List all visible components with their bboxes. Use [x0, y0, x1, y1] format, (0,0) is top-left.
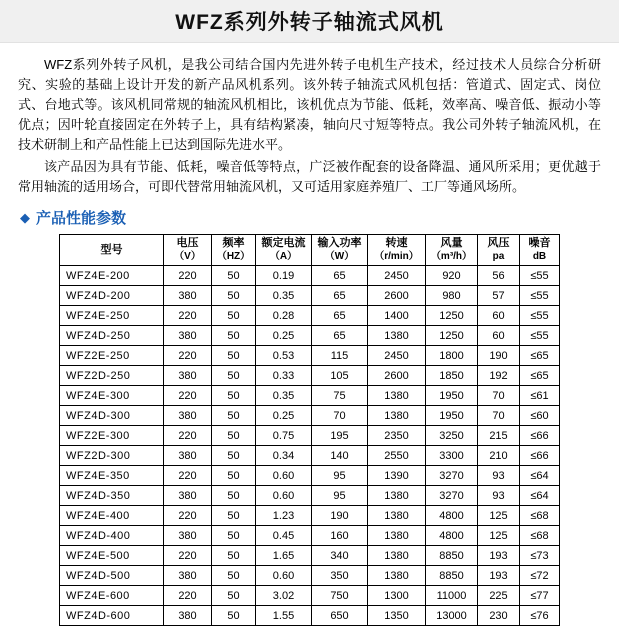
cell-value: 3270 — [426, 466, 478, 486]
page-title-bar — [0, 0, 619, 43]
table-row — [60, 486, 560, 506]
cell-value: 65 — [312, 326, 368, 346]
table-row — [60, 366, 560, 386]
column-header-label: 额定电流 — [261, 237, 306, 249]
cell-value: ≤55 — [520, 286, 560, 306]
table-row — [60, 286, 560, 306]
cell-value: 0.33 — [256, 366, 312, 386]
cell-value: 380 — [164, 606, 212, 626]
table-row — [60, 606, 560, 626]
cell-value: 3300 — [426, 446, 478, 466]
cell-value: 750 — [312, 586, 368, 606]
cell-value: 115 — [312, 346, 368, 366]
table-row — [60, 446, 560, 466]
spec-table — [59, 234, 560, 626]
cell-value: 350 — [312, 566, 368, 586]
table-header-row — [60, 235, 560, 266]
cell-value: ≤60 — [520, 406, 560, 426]
cell-value: 2450 — [368, 266, 426, 286]
cell-value: 190 — [312, 506, 368, 526]
cell-value: 65 — [312, 286, 368, 306]
cell-value: 0.34 — [256, 446, 312, 466]
table-row — [60, 586, 560, 606]
section-header — [20, 207, 601, 228]
intro-paragraph-2: 该产品因为具有节能、低耗，噪音低等特点，广泛被作配套的设备降温、通风所采用；更优越于常用轴流的适用场合，可即代替常用轴流风机，又可适用家庭养殖厂、工厂等通风场所。 — [18, 159, 601, 194]
table-row — [60, 566, 560, 586]
cell-value: 2450 — [368, 346, 426, 366]
cell-value: 380 — [164, 366, 212, 386]
cell-value: ≤76 — [520, 606, 560, 626]
cell-value: 1380 — [368, 506, 426, 526]
cell-value: 0.60 — [256, 486, 312, 506]
cell-model: WFZ4D-250 — [60, 326, 164, 346]
cell-value: 220 — [164, 506, 212, 526]
cell-value: ≤61 — [520, 386, 560, 406]
cell-value: 192 — [478, 366, 520, 386]
cell-value: 220 — [164, 546, 212, 566]
intro-paragraph-1: WFZ系列外转子风机，是我公司结合国内先进外转子电机生产技术，经过技术人员综合分析研究、实验的基础上设计开发的新产品风机系列。该外转子轴流式风机包括：管道式、固定式、岗位式、台地式等。该风机同常规的轴流风机相比，该机优点为节能、低耗，效率高、噪音低、振动小等优点；因叶轮直接固定在外转子上，具有结构紧凑，轴向尺寸短等特点。我公司外转子轴流风机，在技术研制上和产品性能上已达到国际先进水平。 — [18, 57, 601, 152]
cell-value: 93 — [478, 466, 520, 486]
cell-model: WFZ4E-500 — [60, 546, 164, 566]
cell-value: 0.45 — [256, 526, 312, 546]
cell-value: ≤66 — [520, 446, 560, 466]
cell-value: 220 — [164, 266, 212, 286]
cell-model: WFZ2E-250 — [60, 346, 164, 366]
cell-value: 3250 — [426, 426, 478, 446]
cell-value: 60 — [478, 306, 520, 326]
column-header-label: 风量 — [440, 237, 463, 249]
column-header-unit: （HZ） — [216, 251, 251, 262]
cell-value: 1380 — [368, 486, 426, 506]
column-header-6 — [426, 235, 478, 266]
table-row — [60, 386, 560, 406]
cell-value: 0.75 — [256, 426, 312, 446]
document-body — [0, 43, 619, 626]
diamond-bullet-icon: ◆ — [20, 210, 30, 225]
cell-value: 1.65 — [256, 546, 312, 566]
cell-value: 2350 — [368, 426, 426, 446]
cell-value: 380 — [164, 326, 212, 346]
cell-value: ≤68 — [520, 526, 560, 546]
cell-value: 3270 — [426, 486, 478, 506]
cell-model: WFZ4D-300 — [60, 406, 164, 426]
cell-value: 4800 — [426, 506, 478, 526]
spec-table-body — [60, 266, 560, 626]
cell-value: 95 — [312, 486, 368, 506]
table-row — [60, 546, 560, 566]
cell-value: 1850 — [426, 366, 478, 386]
cell-value: 0.60 — [256, 466, 312, 486]
cell-value: 340 — [312, 546, 368, 566]
cell-value: 0.35 — [256, 286, 312, 306]
cell-value: 50 — [212, 346, 256, 366]
cell-model: WFZ4E-200 — [60, 266, 164, 286]
cell-value: 1.23 — [256, 506, 312, 526]
cell-value: 8850 — [426, 566, 478, 586]
cell-value: 70 — [478, 386, 520, 406]
column-header-2 — [212, 235, 256, 266]
column-header-label: 噪音 — [528, 237, 551, 249]
cell-value: 95 — [312, 466, 368, 486]
column-header-3 — [256, 235, 312, 266]
cell-value: 0.28 — [256, 306, 312, 326]
cell-value: 230 — [478, 606, 520, 626]
cell-value: 65 — [312, 306, 368, 326]
column-header-7 — [478, 235, 520, 266]
cell-value: 220 — [164, 306, 212, 326]
cell-value: 160 — [312, 526, 368, 546]
cell-value: 980 — [426, 286, 478, 306]
cell-model: WFZ4D-400 — [60, 526, 164, 546]
cell-value: 1250 — [426, 326, 478, 346]
cell-value: 2600 — [368, 366, 426, 386]
cell-value: 50 — [212, 386, 256, 406]
column-header-4 — [312, 235, 368, 266]
cell-value: 193 — [478, 546, 520, 566]
column-header-unit: （A） — [269, 251, 298, 262]
column-header-label: 型号 — [100, 243, 123, 256]
cell-value: 220 — [164, 386, 212, 406]
cell-model: WFZ4E-400 — [60, 506, 164, 526]
cell-value: 50 — [212, 546, 256, 566]
cell-value: 4800 — [426, 526, 478, 546]
cell-value: 195 — [312, 426, 368, 446]
cell-value: 1950 — [426, 386, 478, 406]
cell-value: 0.53 — [256, 346, 312, 366]
cell-value: 380 — [164, 286, 212, 306]
cell-value: 0.60 — [256, 566, 312, 586]
cell-value: ≤68 — [520, 506, 560, 526]
cell-value: 65 — [312, 266, 368, 286]
column-header-label: 输入功率 — [317, 237, 362, 249]
cell-value: 1250 — [426, 306, 478, 326]
cell-model: WFZ4E-350 — [60, 466, 164, 486]
cell-value: 193 — [478, 566, 520, 586]
cell-value: 1400 — [368, 306, 426, 326]
cell-value: 380 — [164, 446, 212, 466]
cell-value: 0.35 — [256, 386, 312, 406]
column-header-unit: pa — [492, 251, 505, 262]
cell-value: 215 — [478, 426, 520, 446]
cell-value: 125 — [478, 506, 520, 526]
page-title: WFZ系列外转子轴流式风机 — [175, 11, 444, 34]
cell-model: WFZ4D-500 — [60, 566, 164, 586]
cell-value: 190 — [478, 346, 520, 366]
cell-value: 1380 — [368, 406, 426, 426]
cell-value: 105 — [312, 366, 368, 386]
column-header-label: 风压 — [487, 237, 510, 249]
cell-value: 1380 — [368, 526, 426, 546]
cell-value: 380 — [164, 406, 212, 426]
column-header-8 — [520, 235, 560, 266]
table-row — [60, 406, 560, 426]
cell-value: 1380 — [368, 386, 426, 406]
cell-value: 50 — [212, 506, 256, 526]
cell-value: 50 — [212, 326, 256, 346]
cell-value: ≤77 — [520, 586, 560, 606]
cell-value: 140 — [312, 446, 368, 466]
cell-value: 220 — [164, 346, 212, 366]
column-header-unit: （r/min） — [374, 251, 419, 262]
cell-value: 210 — [478, 446, 520, 466]
section-title: 产品性能参数 — [36, 210, 127, 227]
cell-model: WFZ2D-300 — [60, 446, 164, 466]
table-row — [60, 526, 560, 546]
cell-model: WFZ4E-600 — [60, 586, 164, 606]
cell-model: WFZ4D-200 — [60, 286, 164, 306]
cell-value: 1950 — [426, 406, 478, 426]
table-row — [60, 426, 560, 446]
cell-model: WFZ4E-250 — [60, 306, 164, 326]
column-header-1 — [164, 235, 212, 266]
cell-model: WFZ2E-300 — [60, 426, 164, 446]
cell-value: 8850 — [426, 546, 478, 566]
table-row — [60, 326, 560, 346]
cell-value: 0.25 — [256, 326, 312, 346]
cell-value: 93 — [478, 486, 520, 506]
column-header-unit: （V） — [174, 251, 201, 262]
column-header-5 — [368, 235, 426, 266]
cell-value: 2550 — [368, 446, 426, 466]
cell-value: 50 — [212, 566, 256, 586]
cell-value: 0.25 — [256, 406, 312, 426]
cell-value: ≤66 — [520, 426, 560, 446]
cell-value: 1.55 — [256, 606, 312, 626]
cell-value: 125 — [478, 526, 520, 546]
cell-value: 2600 — [368, 286, 426, 306]
table-row — [60, 346, 560, 366]
cell-value: 50 — [212, 286, 256, 306]
cell-value: 70 — [312, 406, 368, 426]
spec-table-head — [60, 235, 560, 266]
cell-value: 0.19 — [256, 266, 312, 286]
column-header-unit: dB — [532, 251, 547, 262]
cell-value: ≤64 — [520, 486, 560, 506]
cell-value: 1350 — [368, 606, 426, 626]
cell-value: 50 — [212, 526, 256, 546]
cell-value: 1300 — [368, 586, 426, 606]
column-header-unit: （m³/h） — [430, 251, 473, 262]
cell-value: 50 — [212, 606, 256, 626]
cell-value: ≤55 — [520, 326, 560, 346]
column-header-unit: （W） — [324, 251, 355, 262]
cell-value: 50 — [212, 266, 256, 286]
cell-value: 1380 — [368, 566, 426, 586]
cell-value: 1380 — [368, 546, 426, 566]
cell-value: 380 — [164, 486, 212, 506]
cell-value: 50 — [212, 466, 256, 486]
cell-value: 920 — [426, 266, 478, 286]
cell-value: 50 — [212, 446, 256, 466]
cell-value: 13000 — [426, 606, 478, 626]
cell-value: 50 — [212, 426, 256, 446]
cell-value: ≤65 — [520, 366, 560, 386]
cell-value: 1800 — [426, 346, 478, 366]
cell-value: 220 — [164, 426, 212, 446]
cell-model: WFZ4D-600 — [60, 606, 164, 626]
cell-value: 50 — [212, 486, 256, 506]
cell-value: 380 — [164, 526, 212, 546]
cell-value: 3.02 — [256, 586, 312, 606]
cell-value: 75 — [312, 386, 368, 406]
cell-value: 11000 — [426, 586, 478, 606]
cell-value: ≤55 — [520, 306, 560, 326]
cell-value: 50 — [212, 586, 256, 606]
cell-value: 380 — [164, 566, 212, 586]
table-row — [60, 466, 560, 486]
cell-value: 50 — [212, 406, 256, 426]
table-row — [60, 306, 560, 326]
column-header-label: 转速 — [385, 237, 408, 249]
cell-value: 1390 — [368, 466, 426, 486]
cell-value: 56 — [478, 266, 520, 286]
cell-value: 57 — [478, 286, 520, 306]
cell-value: 220 — [164, 466, 212, 486]
cell-model: WFZ4D-350 — [60, 486, 164, 506]
cell-value: ≤55 — [520, 266, 560, 286]
cell-value: ≤73 — [520, 546, 560, 566]
cell-value: ≤72 — [520, 566, 560, 586]
cell-value: 70 — [478, 406, 520, 426]
cell-model: WFZ2D-250 — [60, 366, 164, 386]
cell-value: 650 — [312, 606, 368, 626]
cell-value: 50 — [212, 366, 256, 386]
cell-value: 60 — [478, 326, 520, 346]
cell-value: ≤64 — [520, 466, 560, 486]
cell-model: WFZ4E-300 — [60, 386, 164, 406]
cell-value: 220 — [164, 586, 212, 606]
cell-value: 225 — [478, 586, 520, 606]
cell-value: 50 — [212, 306, 256, 326]
cell-value: 1380 — [368, 326, 426, 346]
column-header-label: 频率 — [222, 237, 245, 249]
column-header-label: 电压 — [176, 237, 199, 249]
table-row — [60, 506, 560, 526]
cell-value: ≤65 — [520, 346, 560, 366]
column-header-0 — [60, 235, 164, 266]
table-row — [60, 266, 560, 286]
